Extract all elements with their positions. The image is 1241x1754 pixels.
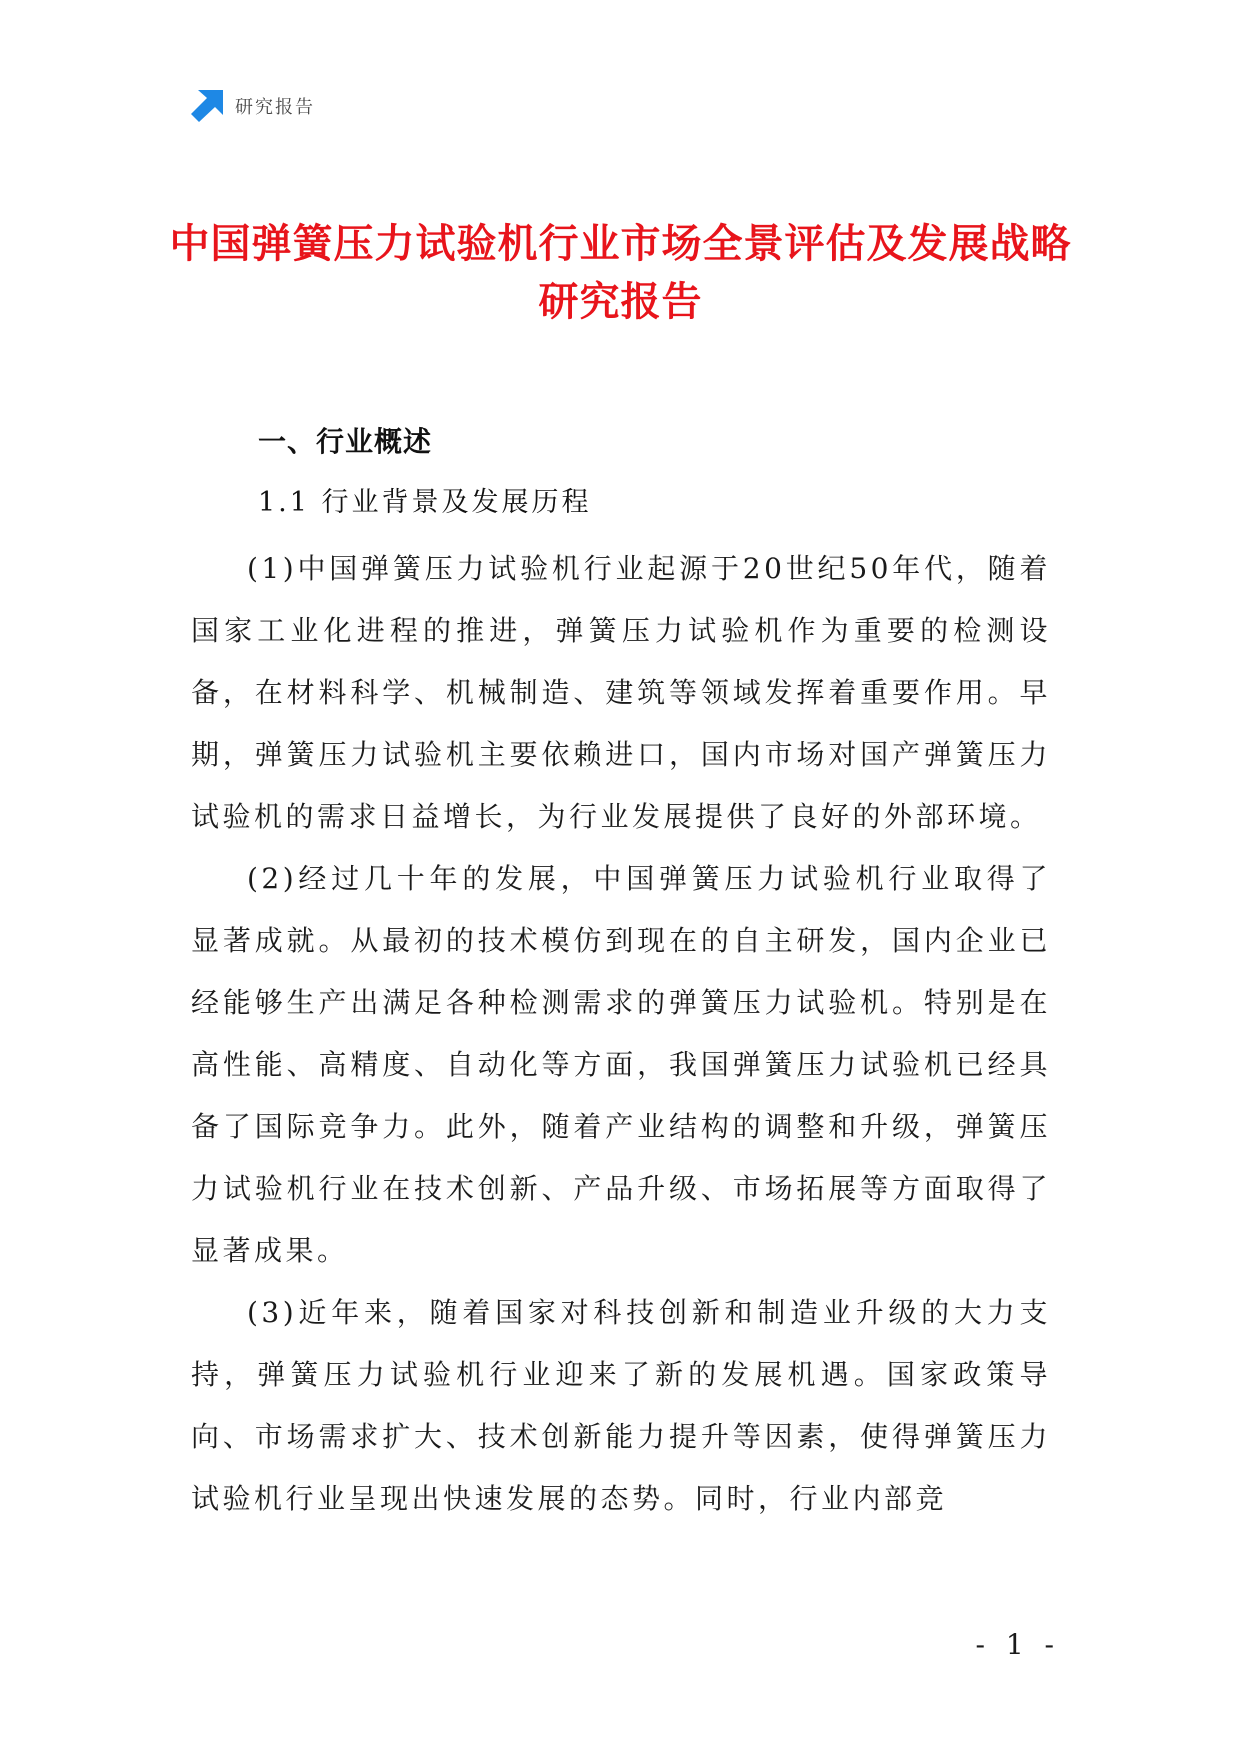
document-title: 中国弹簧压力试验机行业市场全景评估及发展战略研究报告 — [169, 221, 1072, 325]
paragraph-1: (1)中国弹簧压力试验机行业起源于20世纪50年代，随着国家工业化进程的推进，弹簧压力试验机作为重要的检测设备，在材料科学、机械制造、建筑等领域发挥着重要作用。早期，弹簧压力试验机主要依赖进口，国内市场对国产弹簧压力试验机的需求日益增长，为行业发展提供了良好的外部环境。 — [191, 552, 1051, 833]
paragraph-2: (2)经过几十年的发展，中国弹簧压力试验机行业取得了显著成就。从最初的技术模仿到现在的自主研发，国内企业已经能够生产出满足各种检测需求的弹簧压力试验机。特别是在高性能、高精度、自动化等方面，我国弹簧压力试验机已经具备了国际竞争力。此外，随着产业结构的调整和升级，弹簧压力试验机行业在技术创新、产品升级、市场拓展等方面取得了显著成果。 — [191, 862, 1051, 1267]
body-text — [191, 538, 1051, 1530]
arrow-up-right-icon — [191, 90, 223, 122]
page-number: - 1 - — [975, 1628, 1060, 1661]
header-label: 研究报告 — [235, 97, 315, 118]
subsection-heading: 1.1 行业背景及发展历程 — [258, 487, 592, 518]
section-heading: 一、行业概述 — [258, 425, 433, 458]
page-header — [191, 88, 315, 124]
paragraph-3: (3)近年来，随着国家对科技创新和制造业升级的大力支持，弹簧压力试验机行业迎来了新的发展机遇。国家政策导向、市场需求扩大、技术创新能力提升等因素，使得弹簧压力试验机行业呈现出快速发展的态势。同时，行业内部竞 — [191, 1296, 1051, 1515]
